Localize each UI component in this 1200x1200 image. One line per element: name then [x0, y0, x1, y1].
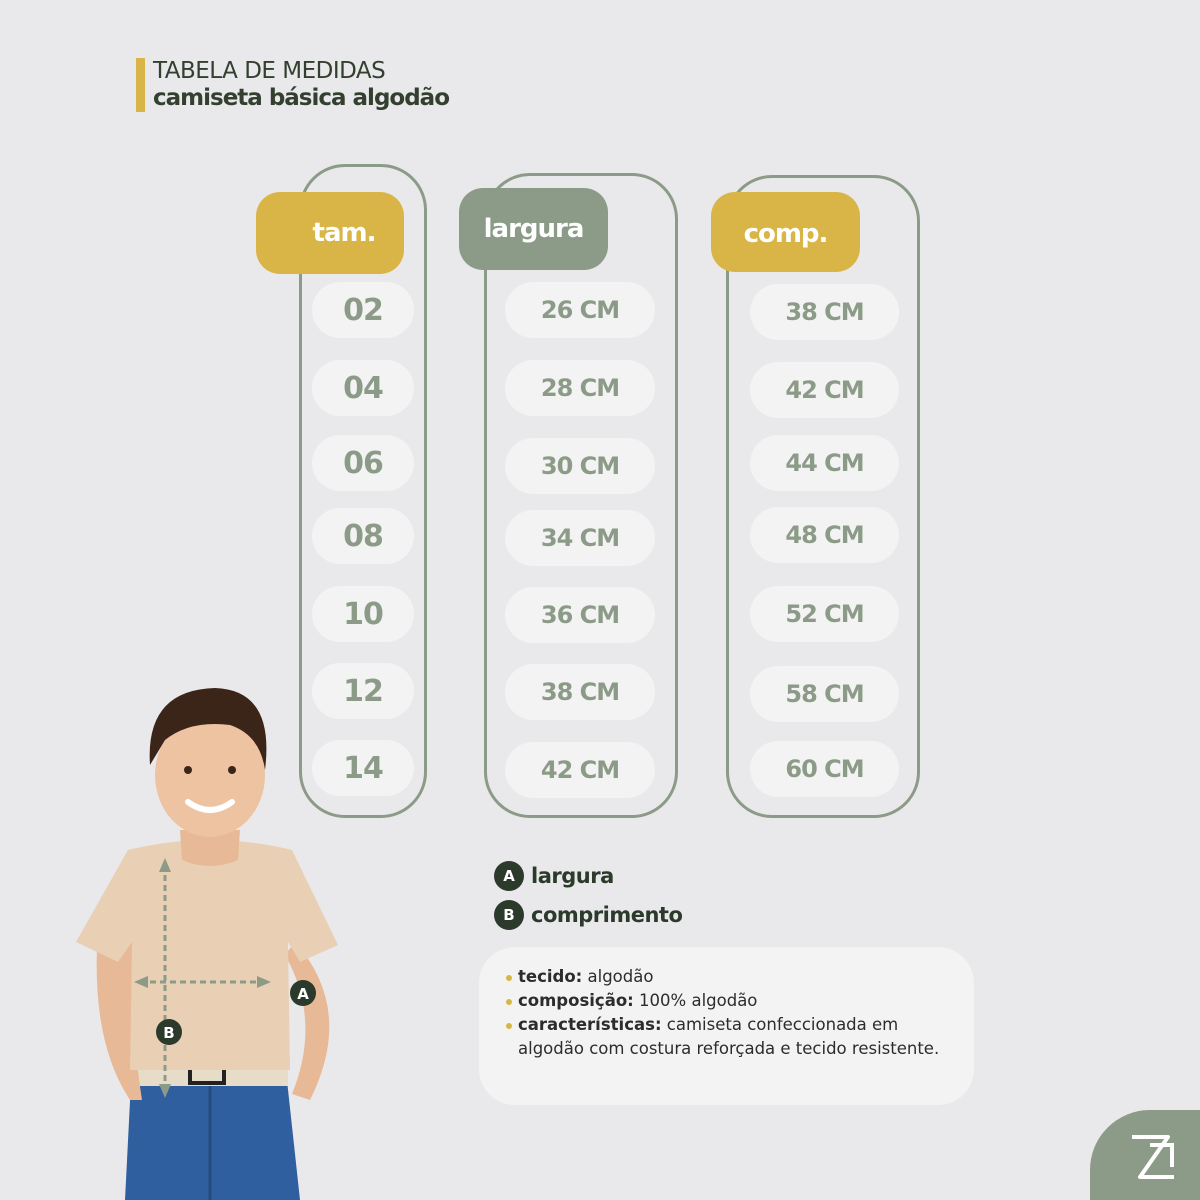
photo-marker-b: B: [163, 1024, 175, 1042]
largura-cell: 36 CM: [505, 587, 655, 643]
largura-cell: 34 CM: [505, 510, 655, 566]
size-cell: 06: [312, 435, 414, 491]
largura-cell: 26 CM: [505, 282, 655, 338]
legend-badge-b: B: [494, 900, 524, 930]
product-info-box: [479, 947, 974, 1105]
info-value: camiseta confeccionada em algodão com costura reforçada e tecido resistente.: [518, 1015, 940, 1058]
size-cell: 14: [312, 740, 414, 796]
header-comprimento: comp.: [711, 192, 860, 272]
legend-label-largura: largura: [531, 864, 614, 888]
info-value: 100% algodão: [633, 991, 758, 1010]
legend-item-comprimento: [494, 900, 682, 930]
legend-badge-a: A: [494, 861, 524, 891]
size-cell: 04: [312, 360, 414, 416]
bullet-dot: [506, 999, 512, 1005]
largura-cell: 30 CM: [505, 438, 655, 494]
bullet-dot: [506, 975, 512, 981]
comprimento-cell: 58 CM: [750, 666, 899, 722]
size-cell: 10: [312, 586, 414, 642]
largura-cell: 28 CM: [505, 360, 655, 416]
size-cell: 02: [312, 282, 414, 338]
title-line-1: TABELA DE MEDIDAS: [153, 58, 386, 84]
title-line-2: camiseta básica algodão: [153, 85, 449, 111]
info-composicao: [506, 989, 954, 1013]
comprimento-cell: 48 CM: [750, 507, 899, 563]
info-value: algodão: [582, 967, 654, 986]
legend-item-largura: [494, 861, 614, 891]
brand-logo-icon: [1128, 1133, 1178, 1185]
comprimento-cell: 52 CM: [750, 586, 899, 642]
comprimento-cell: 38 CM: [750, 284, 899, 340]
comprimento-cell: 42 CM: [750, 362, 899, 418]
photo-marker-a: A: [297, 985, 309, 1003]
info-key: composição:: [518, 991, 634, 1010]
bullet-dot: [506, 1023, 512, 1029]
info-caracteristicas: [506, 1013, 954, 1061]
info-key: características:: [518, 1015, 662, 1034]
comprimento-cell: 44 CM: [750, 435, 899, 491]
child-model-photo: [70, 680, 360, 1200]
largura-cell: 38 CM: [505, 664, 655, 720]
size-cell: 12: [312, 663, 414, 719]
comprimento-cell: 60 CM: [750, 741, 899, 797]
largura-cell: 42 CM: [505, 742, 655, 798]
title-accent-bar: [136, 58, 145, 112]
info-key: tecido:: [518, 967, 583, 986]
info-tecido: [506, 965, 954, 989]
header-largura: largura: [459, 188, 608, 270]
legend-label-comprimento: comprimento: [531, 903, 683, 927]
size-cell: 08: [312, 508, 414, 564]
header-tam: tam.: [256, 192, 404, 274]
